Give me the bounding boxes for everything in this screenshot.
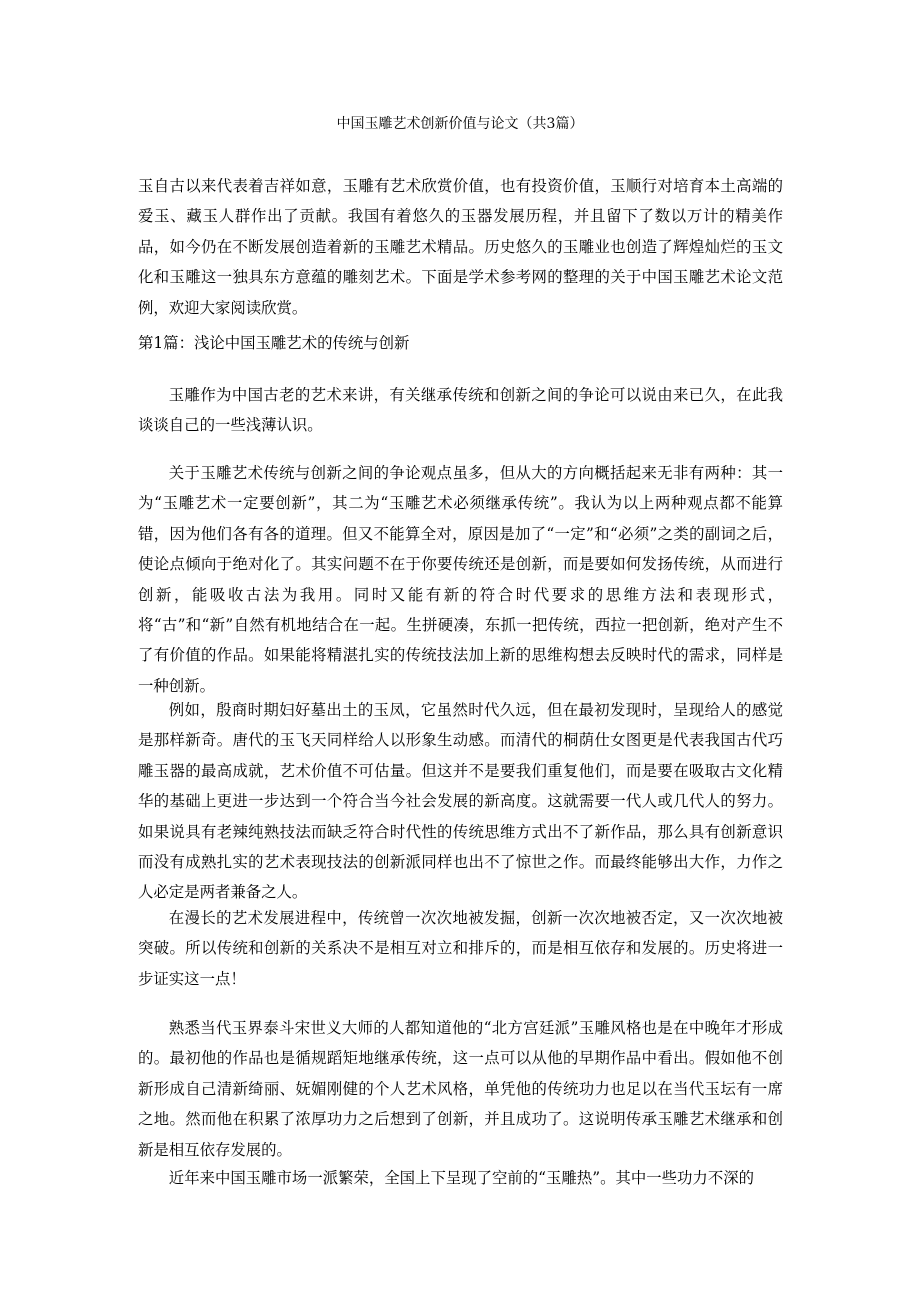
section-heading: 第1篇：浅论中国玉雕艺术的传统与创新 bbox=[138, 334, 410, 352]
intro-paragraph: 玉自古以来代表着吉祥如意，玉雕有艺术欣赏价值，也有投资价值，玉顺行对培育本土高端的爱玉、藏玉人群作出了贡献。我国有着悠久的玉器发展历程，并且留下了数以万计的精美作品，如今仍在不断发展创造着新的玉雕艺术精品。历史悠久的玉雕业也创造了辉煌灿烂的玉文化和玉雕这一独具东方意蕴的雕刻艺术。下面是学术参考网的整理的关于中国玉雕艺术论文范例，欢迎大家阅读欣赏。 bbox=[138, 177, 783, 317]
document-title: 中国玉雕艺术创新价值与论文（共3篇） bbox=[336, 116, 584, 132]
body-paragraph: 在漫长的艺术发展进程中，传统曾一次次地被发掘，创新一次次地被否定，又一次次地被突破。所以传统和创新的关系决不是相互对立和排斥的，而是相互依存和发展的。历史将进一步证实这一点！ bbox=[138, 909, 783, 988]
body-paragraph: 玉雕作为中国古老的艺术来讲，有关继承传统和创新之间的争论可以说由来已久，在此我谈谈自己的一些浅薄认识。 bbox=[138, 386, 783, 435]
body-paragraph: 近年来中国玉雕市场一派繁荣，全国上下呈现了空前的“玉雕热”。其中一些功力不深的 bbox=[168, 1169, 754, 1187]
body-paragraph: 例如，殷商时期妇好墓出土的玉凤，它虽然时代久远，但在最初发现时，呈现给人的感觉是那样新奇。唐代的玉飞天同样给人以形象生动感。而清代的桐荫仕女图更是代表我国古代巧雕玉器的最高成就，艺术价值不可估量。但这并不是要我们重复他们，而是要在吸取古文化精华的基础上更进一步达到一个符合当今社会发展的新高度。这就需要一代人或几代人的努力。如果说具有老辣纯熟技法而缺乏符合时代性的传统思维方式出不了新作品，那么具有创新意识而没有成熟扎实的艺术表现技法的创新派同样也出不了惊世之作。而最终能够出大作，力作之人必定是两者兼备之人。 bbox=[138, 701, 783, 902]
body-paragraph: 关于玉雕艺术传统与创新之间的争论观点虽多，但从大的方向概括起来无非有两种：其一为“玉雕艺术一定要创新”，其二为“玉雕艺术必须继承传统”。我认为以上两种观点都不能算错，因为他们各有各的道理。但又不能算全对，原因是加了“一定”和“必须”之类的副词之后，使论点倾向于绝对化了。其实问题不在于你要传统还是创新，而是要如何发扬传统，从而进行创新，能吸收古法为我用。同时又能有新的符合时代要求的思维方法和表现形式，将“古”和“新”自然有机地结合在一起。生拼硬凑，东抓一把传统，西拉一把创新，绝对产生不了有价值的作品。如果能将精湛扎实的传统技法加上新的思维构想去反映时代的需求，同样是一种创新。 bbox=[138, 464, 783, 695]
body-paragraph: 熟悉当代玉界泰斗宋世义大师的人都知道他的“北方宫廷派”玉雕风格也是在中晚年才形成的。最初他的作品也是循规蹈矩地继承传统，这一点可以从他的早期作品中看出。假如他不创新形成自己清新绮丽、妩媚刚健的个人艺术风格，单凭他的传统功力也足以在当代玉坛有一席之地。然而他在积累了浓厚功力之后想到了创新，并且成功了。这说明传承玉雕艺术继承和创新是相互依存发展的。 bbox=[138, 1019, 783, 1159]
